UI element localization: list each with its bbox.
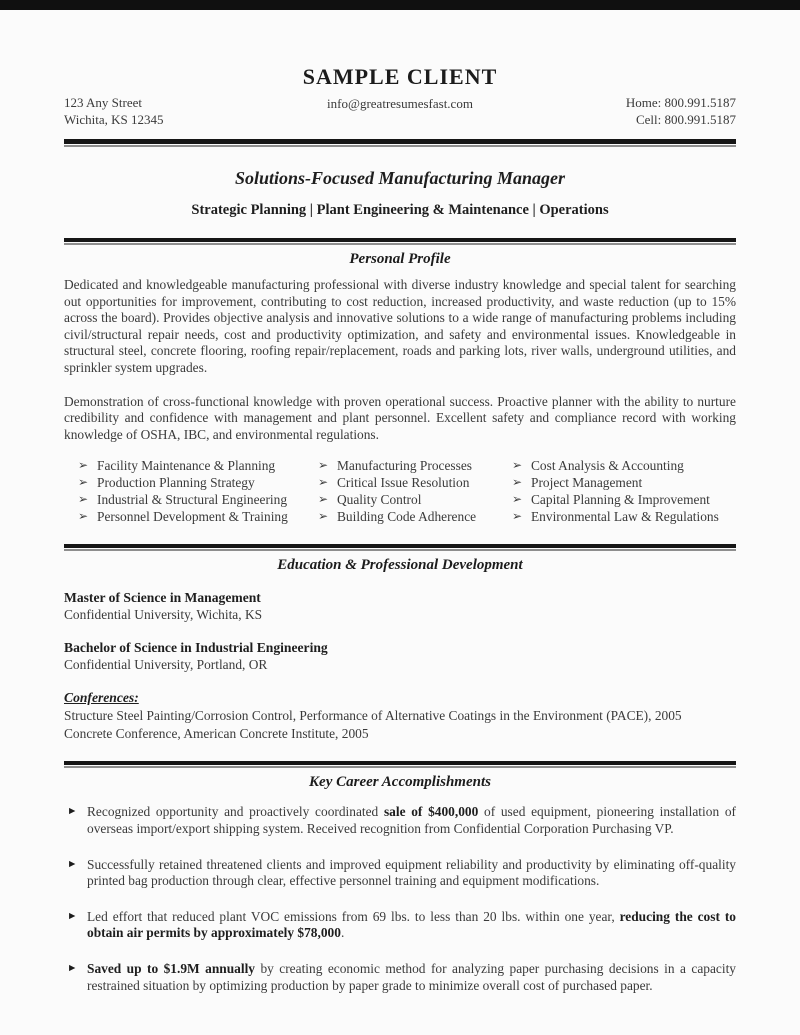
skill-label: Project Management xyxy=(531,475,643,491)
skill-item xyxy=(318,491,512,508)
skill-item xyxy=(318,508,512,525)
section-heading-accomplishments: Key Career Accomplishments xyxy=(309,774,491,791)
skill-label: Critical Issue Resolution xyxy=(337,475,470,491)
accomplishment-text: Recognized opportunity and proactively coordinated sale of $400,000 of used equipment, pioneering installation of overseas import/export shipping system. Received recognition from Confidential Corporation Purchasing VP. xyxy=(87,804,736,836)
candidate-name: SAMPLE CLIENT xyxy=(302,64,498,89)
profile-paragraph-1: Dedicated and knowledgeable manufacturing professional with diverse industry knowledge and special talent for searching out opportunities for improvement, contributing to cost reduction, increased productivity, and waste reduction (up to 15% across the board). Provides objective analysis and innovative solutions to a wide range of manufacturing problems including civil/structural repair needs, cost and productivity optimization, and safety and environmental issues. Knowledgeable in structural steel, concrete flooring, roofing repair/replacement, roads and parking lots, river walls, underground utilities, and sprinkler system upgrades. xyxy=(64,277,736,375)
skill-item xyxy=(318,457,512,474)
skill-label: Building Code Adherence xyxy=(337,509,477,525)
skills-column-2 xyxy=(318,457,512,525)
accomplishment-text: Successfully retained threatened clients and improved equipment reliability and productivity by eliminating off-quality printed bag production through clear, effective personnel training and equipment modifications. xyxy=(87,856,736,889)
skills-column-1 xyxy=(78,457,318,525)
arrow-bullet-icon: ➢ xyxy=(512,458,523,473)
section-heading-education: Education & Professional Development xyxy=(277,557,523,574)
section-heading-personal-profile: Personal Profile xyxy=(349,251,451,267)
skills-grid xyxy=(64,457,736,525)
skill-label: Capital Planning & Improvement xyxy=(531,492,710,508)
top-border-bar xyxy=(0,0,800,10)
address-line-1: 123 Any Street xyxy=(64,95,142,110)
degree-school: Confidential University, Portland, OR xyxy=(64,657,268,673)
contact-row xyxy=(64,94,736,128)
profile-paragraph-2: Demonstration of cross-functional knowledge with proven operational success. Proactive planner with the ability to nurture credibility and confidence with management and plant personnel. Excellent safety and compliance record with working knowledge of OSHA, IBC, and environmental regulations. xyxy=(64,393,736,442)
pointer-bullet-icon: ► xyxy=(67,858,78,870)
contact-email: info@greatresumesfast.com xyxy=(327,96,473,111)
arrow-bullet-icon: ➢ xyxy=(78,509,89,524)
degree-title: Master of Science in Management xyxy=(64,590,261,606)
resume-document xyxy=(0,64,800,994)
arrow-bullet-icon: ➢ xyxy=(78,475,89,490)
arrow-bullet-icon: ➢ xyxy=(318,509,329,524)
degree-title: Bachelor of Science in Industrial Engineering xyxy=(64,640,328,656)
arrow-bullet-icon: ➢ xyxy=(512,492,523,507)
phone-home: Home: 800.991.5187 xyxy=(625,95,736,110)
accomplishments-list xyxy=(64,804,736,994)
skill-item xyxy=(78,457,318,474)
skill-label: Personnel Development & Training xyxy=(97,509,288,525)
skills-column-3 xyxy=(512,457,736,525)
conference-entry: Concrete Conference, American Concrete Institute, 2005 xyxy=(64,725,369,741)
headline-block xyxy=(64,168,736,219)
accomplishment-item xyxy=(64,857,736,890)
conference-entry: Structure Steel Painting/Corrosion Control, Performance of Alternative Coatings in the Environment (PACE), 2005 xyxy=(64,708,682,724)
skill-item xyxy=(512,474,736,491)
skill-item xyxy=(78,508,318,525)
accomplishment-item xyxy=(64,804,736,837)
arrow-bullet-icon: ➢ xyxy=(512,509,523,524)
skill-item xyxy=(512,457,736,474)
arrow-bullet-icon: ➢ xyxy=(318,492,329,507)
skill-label: Quality Control xyxy=(337,492,422,508)
conferences-block xyxy=(64,689,736,742)
conferences-label: Conferences: xyxy=(64,690,139,706)
header-divider-rule xyxy=(64,139,736,147)
degree-entry xyxy=(64,639,736,673)
degree-school: Confidential University, Wichita, KS xyxy=(64,607,263,623)
contact-phones xyxy=(536,94,736,128)
section-education xyxy=(64,544,736,742)
skill-label: Facility Maintenance & Planning xyxy=(97,458,276,474)
arrow-bullet-icon: ➢ xyxy=(318,458,329,473)
pointer-bullet-icon: ► xyxy=(67,910,78,922)
degree-entry xyxy=(64,589,736,623)
phone-cell: Cell: 800.991.5187 xyxy=(635,112,736,127)
skill-item xyxy=(512,491,736,508)
section-divider-rule xyxy=(64,761,736,768)
skill-item xyxy=(78,491,318,508)
section-personal-profile xyxy=(64,238,736,525)
resume-header xyxy=(64,64,736,128)
arrow-bullet-icon: ➢ xyxy=(318,475,329,490)
arrow-bullet-icon: ➢ xyxy=(512,475,523,490)
accomplishment-item xyxy=(64,909,736,942)
resume-subtitle: Strategic Planning | Plant Engineering & Maintenance | Operations xyxy=(191,202,609,218)
accomplishment-text: Saved up to $1.9M annually by creating economic method for analyzing paper purchasing decisions in a capacity restrained situation by optimizing production by paper grade to minimize overall cost of purchased paper. xyxy=(87,960,737,993)
pointer-bullet-icon: ► xyxy=(67,806,78,818)
section-divider-rule xyxy=(64,544,736,551)
section-divider-rule xyxy=(64,238,736,245)
skill-label: Environmental Law & Regulations xyxy=(531,509,719,525)
skill-item xyxy=(512,508,736,525)
pointer-bullet-icon: ► xyxy=(67,962,78,974)
skill-label: Production Planning Strategy xyxy=(97,475,255,491)
skill-label: Manufacturing Processes xyxy=(337,458,472,474)
accomplishment-item xyxy=(64,961,736,994)
section-accomplishments xyxy=(64,761,736,994)
contact-address xyxy=(64,94,264,128)
skill-item xyxy=(78,474,318,491)
arrow-bullet-icon: ➢ xyxy=(78,492,89,507)
resume-title: Solutions-Focused Manufacturing Manager xyxy=(234,168,566,188)
skill-label: Industrial & Structural Engineering xyxy=(97,492,288,508)
arrow-bullet-icon: ➢ xyxy=(78,458,89,473)
skill-item xyxy=(318,474,512,491)
skill-label: Cost Analysis & Accounting xyxy=(531,458,684,474)
accomplishment-text: Led effort that reduced plant VOC emissions from 69 lbs. to less than 20 lbs. within one year, reducing the cost to obtain air permits by approximately $78,000. xyxy=(87,908,736,941)
address-line-2: Wichita, KS 12345 xyxy=(64,112,164,127)
